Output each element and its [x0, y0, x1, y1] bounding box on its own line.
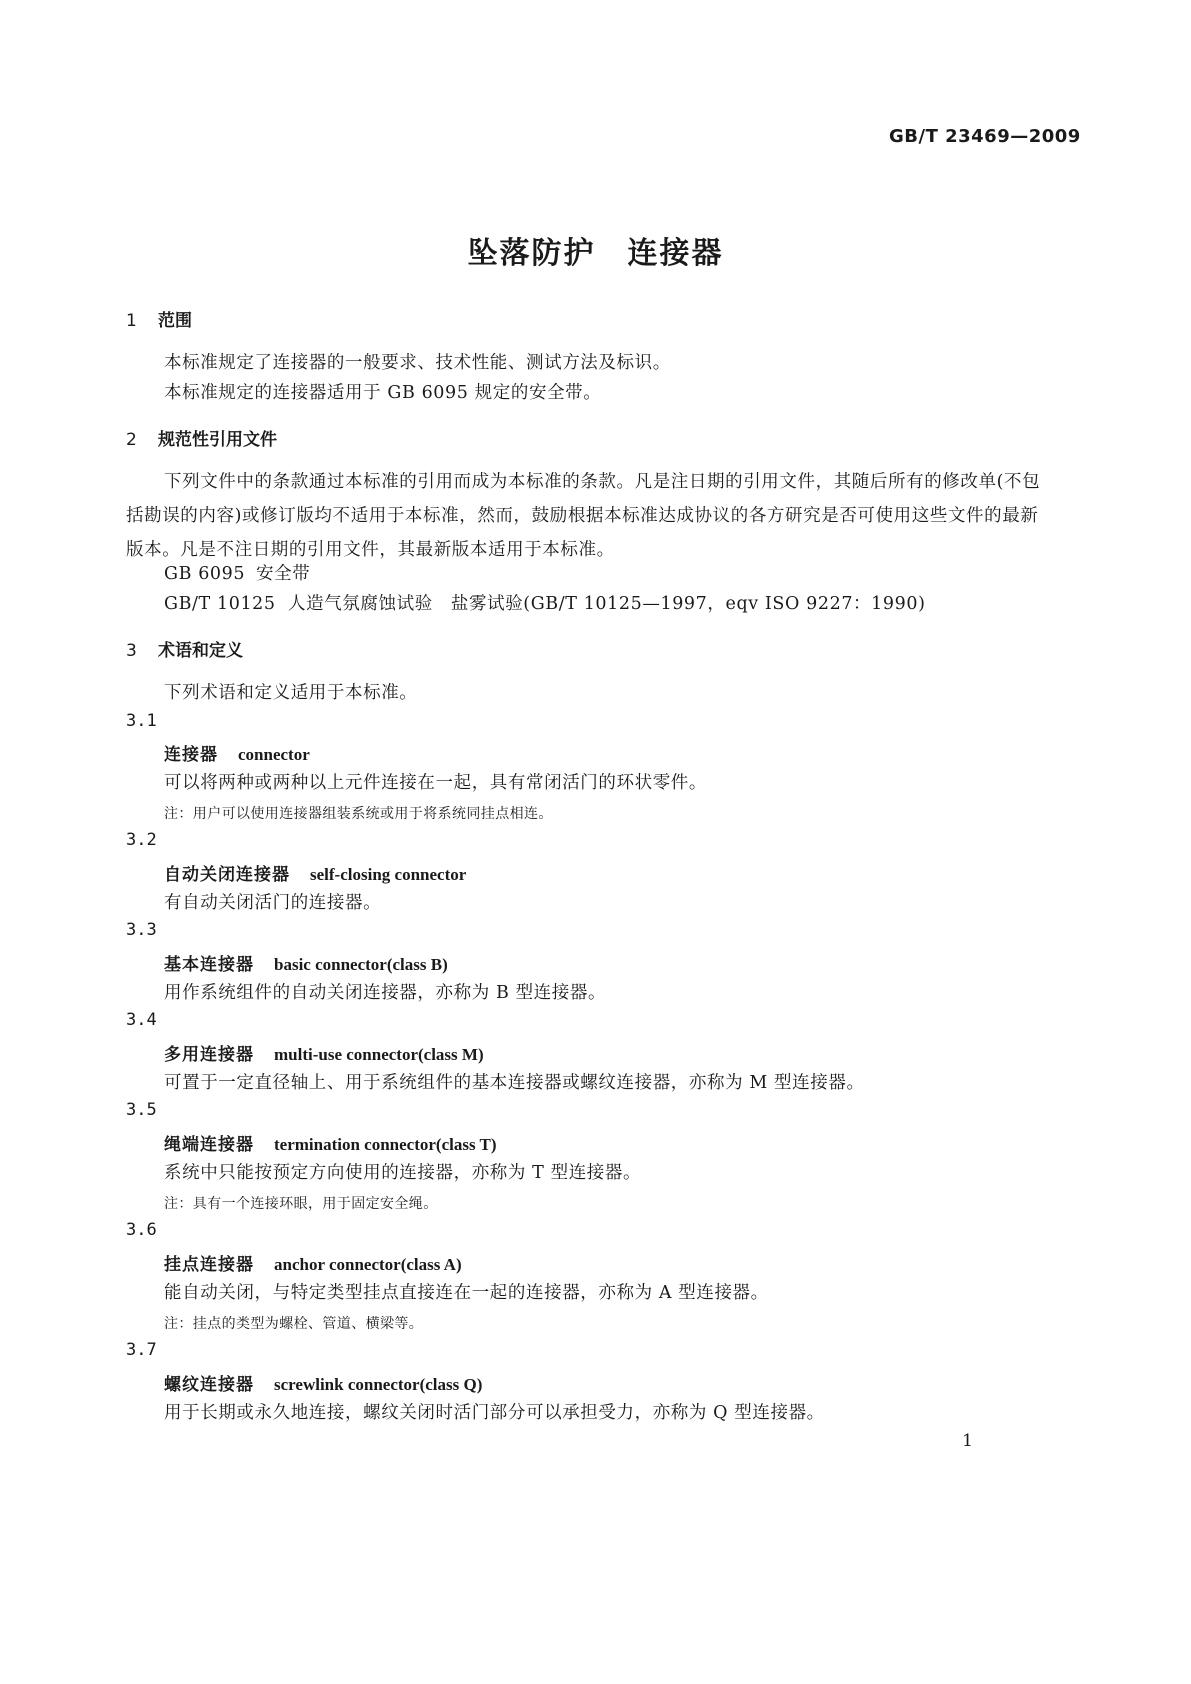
- section-3-title: 术语和定义: [158, 641, 243, 661]
- term-heading: [164, 1040, 484, 1065]
- section-2-title: 规范性引用文件: [158, 430, 277, 450]
- term-chinese: 自动关闭连接器: [164, 865, 290, 885]
- reference-code: GB 6095: [164, 564, 246, 584]
- term-heading: [164, 1370, 482, 1395]
- reference-item: [164, 560, 310, 585]
- term-english: self-closing connector: [310, 865, 467, 884]
- term-definition: 可置于一定直径轴上、用于系统组件的基本连接器或螺纹连接器，亦称为 M 型连接器。: [164, 1073, 865, 1093]
- term-english: screwlink connector(class Q): [274, 1375, 483, 1394]
- term-number: 3.3: [126, 920, 157, 940]
- term-english: multi-use connector(class M): [274, 1045, 484, 1064]
- term-number: 3.2: [126, 830, 157, 850]
- term-number: 3.1: [126, 711, 157, 731]
- term-chinese: 连接器: [164, 745, 218, 765]
- term-definition: 用于长期或永久地连接，螺纹关闭时活门部分可以承担受力，亦称为 Q 型连接器。: [164, 1403, 825, 1423]
- reference-title: 人造气氛腐蚀试验 盐雾试验(GB/T 10125—1997，eqv ISO 9227：1990): [288, 594, 926, 614]
- section-1-paragraph-2: 本标准规定的连接器适用于 GB 6095 规定的安全带。: [164, 383, 602, 403]
- term-heading: [164, 860, 466, 885]
- section-2-intro: 下列文件中的条款通过本标准的引用而成为本标准的条款。凡是注日期的引用文件，其随后所有的修改单(不包括勘误的内容)或修订版均不适用于本标准，然而，鼓励根据本标准达成协议的各方研究是否可使用这些文件的最新版本。凡是不注日期的引用文件，其最新版本适用于本标准。: [126, 472, 1041, 560]
- term-chinese: 多用连接器: [164, 1045, 254, 1065]
- term-english: anchor connector(class A): [274, 1255, 462, 1274]
- term-heading: [164, 740, 310, 765]
- reference-title: 安全带: [256, 564, 311, 584]
- section-2-number: 2: [126, 430, 137, 450]
- term-english: connector: [238, 745, 310, 764]
- section-1-paragraph-1: 本标准规定了连接器的一般要求、技术性能、测试方法及标识。: [164, 353, 671, 373]
- term-definition: 系统中只能按预定方向使用的连接器，亦称为 T 型连接器。: [164, 1163, 642, 1183]
- term-definition: 用作系统组件的自动关闭连接器，亦称为 B 型连接器。: [164, 983, 607, 1003]
- term-definition: 有自动关闭活门的连接器。: [164, 893, 382, 913]
- term-number: 3.4: [126, 1010, 157, 1030]
- section-3-heading: [126, 636, 243, 661]
- term-chinese: 绳端连接器: [164, 1135, 254, 1155]
- term-heading: [164, 1130, 497, 1155]
- term-note: 注：用户可以使用连接器组装系统或用于将系统同挂点相连。: [164, 806, 553, 822]
- section-3-number: 3: [126, 641, 137, 661]
- term-definition: 能自动关闭，与特定类型挂点直接连在一起的连接器，亦称为 A 型连接器。: [164, 1283, 769, 1303]
- reference-code: GB/T 10125: [164, 594, 276, 614]
- term-heading: [164, 950, 448, 975]
- section-1-heading: [126, 306, 192, 331]
- term-heading: [164, 1250, 462, 1275]
- document-title: 坠落防护 连接器: [467, 236, 724, 271]
- section-1-title: 范围: [158, 311, 192, 331]
- reference-item: [164, 590, 926, 615]
- term-chinese: 螺纹连接器: [164, 1375, 254, 1395]
- term-number: 3.6: [126, 1220, 157, 1240]
- section-1-number: 1: [126, 311, 137, 331]
- term-english: termination connector(class T): [274, 1135, 497, 1154]
- term-chinese: 挂点连接器: [164, 1255, 254, 1275]
- standard-code: GB/T 23469—2009: [889, 126, 1081, 147]
- term-number: 3.7: [126, 1340, 157, 1360]
- section-3-intro: 下列术语和定义适用于本标准。: [164, 683, 418, 703]
- term-chinese: 基本连接器: [164, 955, 254, 975]
- term-note: 注：具有一个连接环眼，用于固定安全绳。: [164, 1196, 438, 1212]
- term-number: 3.5: [126, 1100, 157, 1120]
- term-english: basic connector(class B): [274, 955, 448, 974]
- page-number: 1: [962, 1431, 973, 1451]
- term-definition: 可以将两种或两种以上元件连接在一起，具有常闭活门的环状零件。: [164, 773, 707, 793]
- term-note: 注：挂点的类型为螺栓、管道、横梁等。: [164, 1316, 424, 1332]
- section-2-heading: [126, 425, 277, 450]
